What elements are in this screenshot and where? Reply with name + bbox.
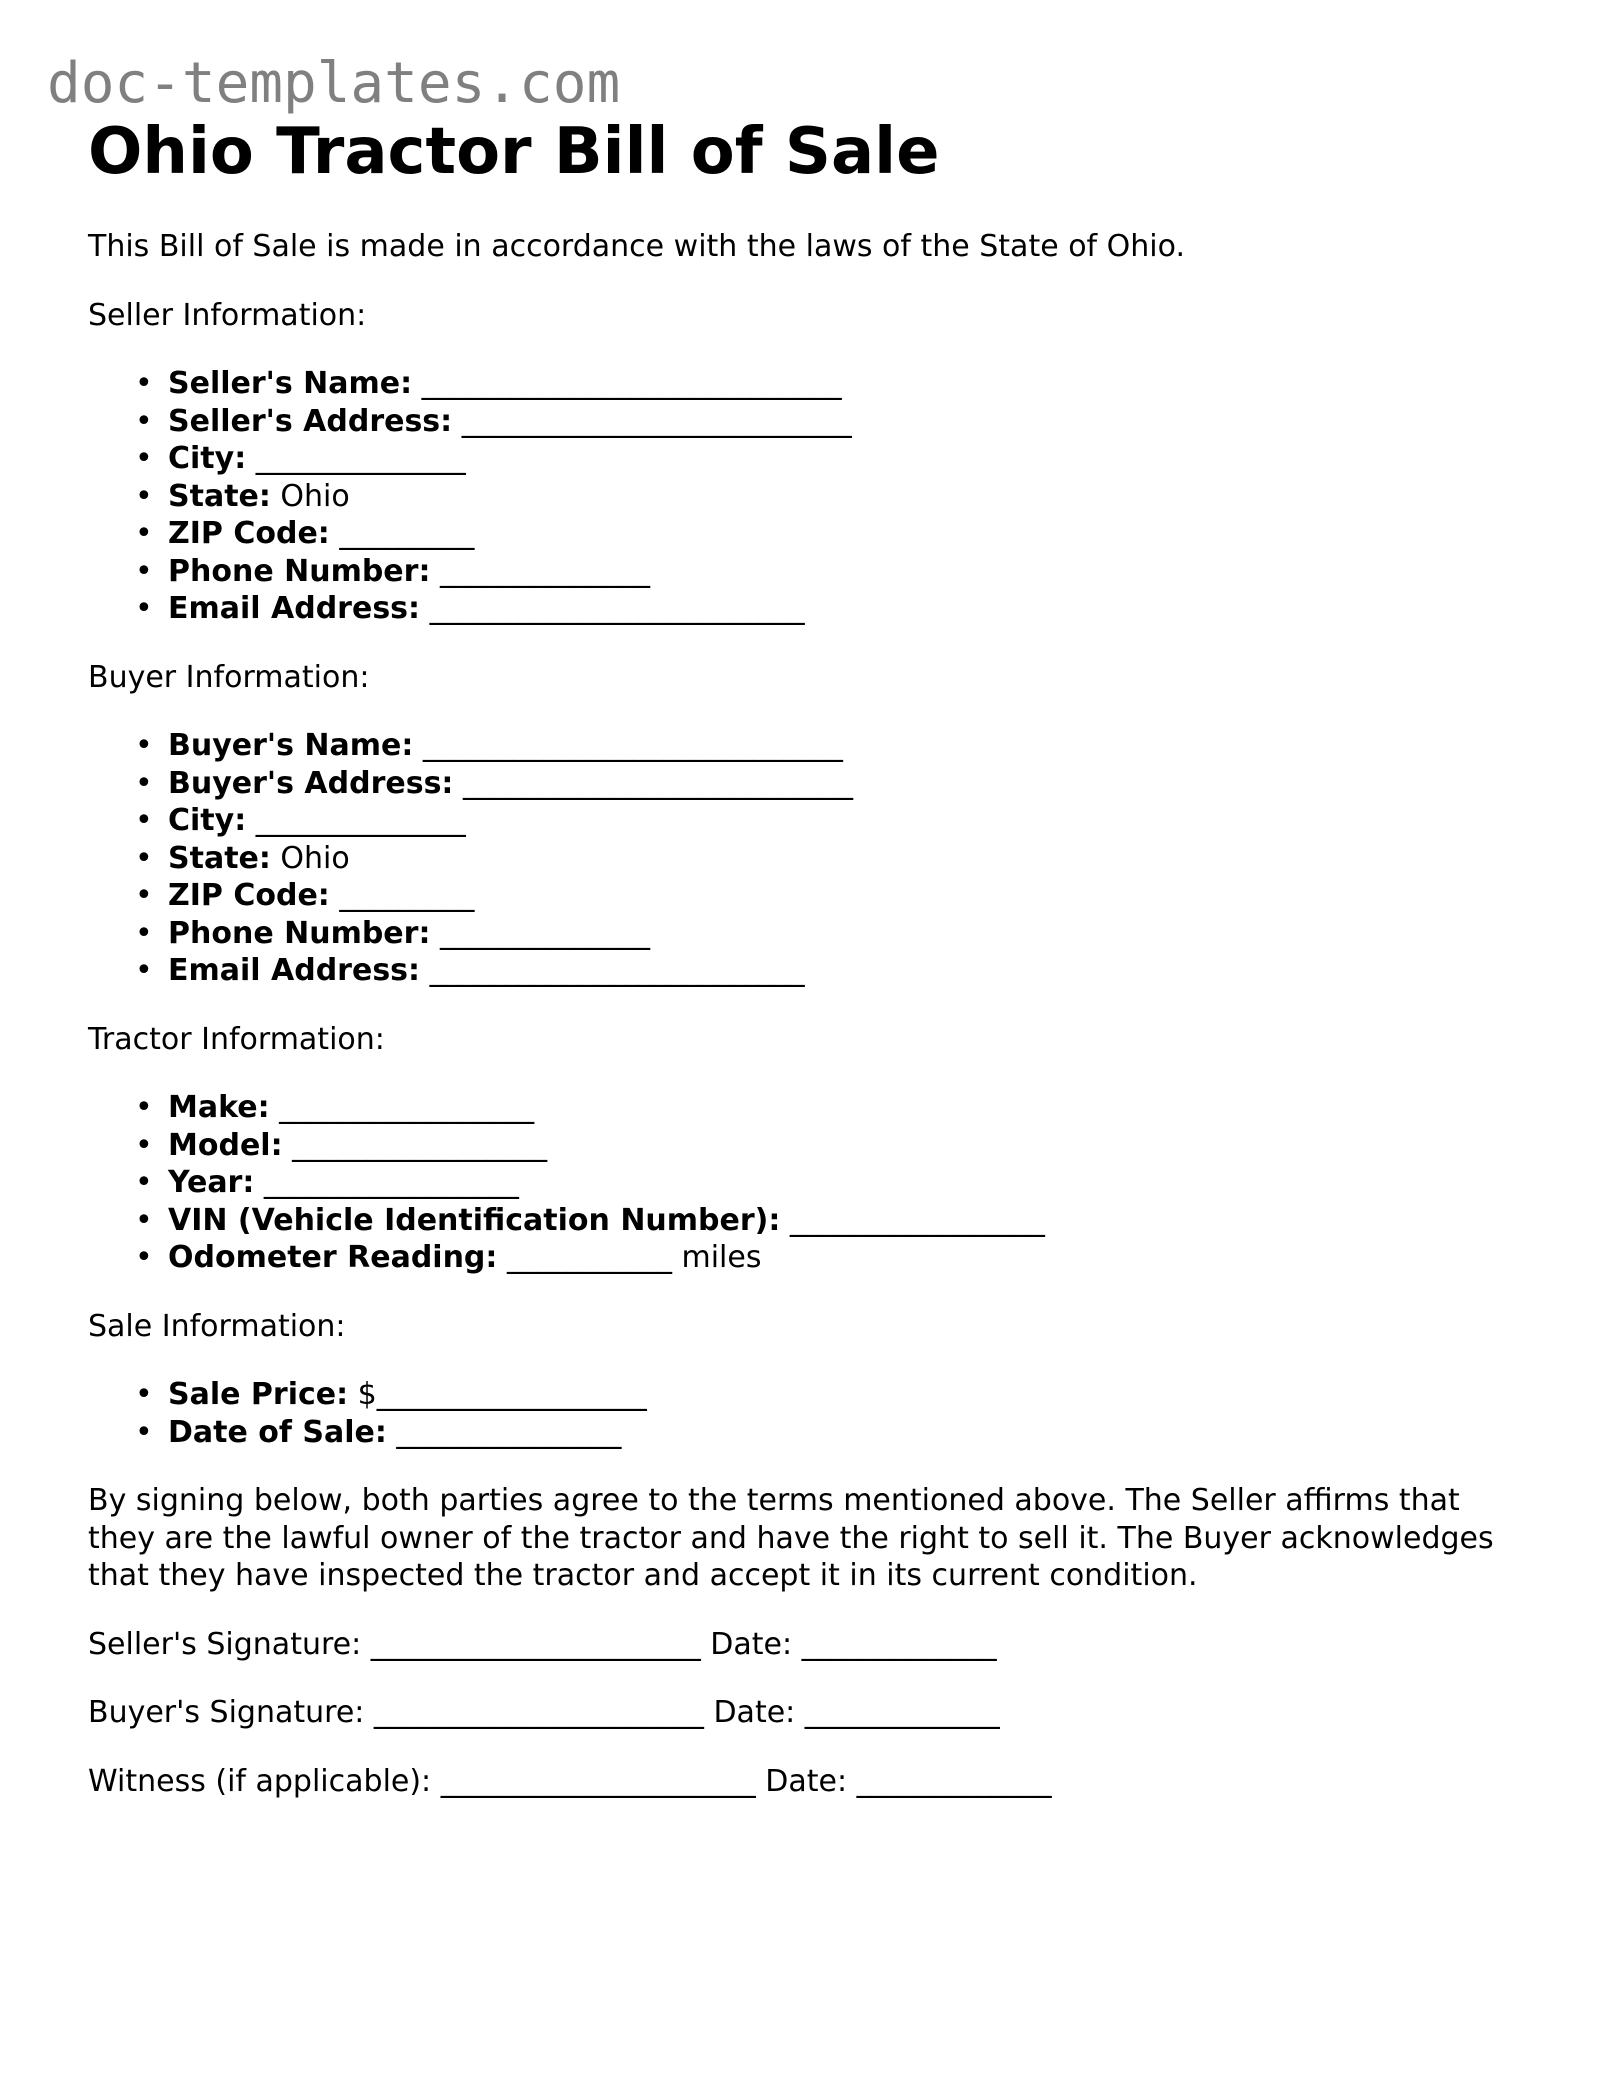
field-label: Phone Number: [168,553,431,589]
field-value[interactable]: ______________ [430,915,650,951]
tractor-field-list [88,1089,1528,1277]
field-value[interactable]: _________________ [254,1165,519,1200]
tractor-year-field[interactable] [168,1164,1528,1202]
buyer-zip-field[interactable] [168,877,1528,915]
tractor-section-heading: Tractor Information: [88,1021,385,1057]
buyer-address-field[interactable] [168,765,1528,803]
field-value[interactable]: _________________ [780,1202,1045,1238]
buyer-city-field[interactable] [168,802,1528,840]
field-label: City: [168,803,247,838]
tractor-odometer-field[interactable] [168,1239,1528,1277]
field-label: Odometer Reading: [168,1240,498,1275]
field-label: Seller's Address: [168,403,453,439]
field-label: Model: [168,1127,283,1163]
field-value[interactable]: $__________________ [348,1377,647,1412]
field-label: ZIP Code: [168,878,330,913]
field-value[interactable]: ____________________________ [412,366,842,401]
buyer-signature-line[interactable]: Buyer's Signature: ______________________ Date: _____________ [88,1695,1000,1730]
field-value: Ohio [270,840,350,876]
buyer-name-field[interactable] [168,727,1528,765]
field-value[interactable]: __________________________ [452,403,852,439]
field-value[interactable]: __________________________ [453,765,853,801]
field-label: VIN (Vehicle Identification Number): [168,1202,781,1238]
seller-city-field[interactable] [168,440,1528,478]
tractor-model-field[interactable] [168,1127,1528,1165]
field-label: State: [168,840,271,876]
field-value[interactable]: _________________ [282,1127,548,1163]
field-value[interactable]: ___________ miles [497,1240,762,1275]
sale-section-heading: Sale Information: [88,1308,346,1344]
field-value[interactable]: ____________________________ [413,728,843,763]
field-label: Sale Price: [168,1377,349,1412]
seller-section-heading: Seller Information: [88,297,367,333]
field-label: Phone Number: [168,915,431,951]
intro-paragraph: This Bill of Sale is made in accordance with the laws of the State of Ohio. [88,229,1185,264]
sale-field-list [88,1376,1528,1451]
page-title: Ohio Tractor Bill of Sale [88,115,940,189]
field-value: Ohio [270,478,350,514]
seller-field-list [88,365,1528,628]
field-value[interactable]: _________ [329,516,475,551]
field-label: ZIP Code: [168,516,330,551]
field-value[interactable]: _________________________ [420,591,805,626]
tractor-vin-field[interactable] [168,1202,1528,1240]
buyer-section-heading: Buyer Information: [88,659,370,695]
field-label: State: [168,478,271,514]
field-label: Make: [168,1090,270,1125]
buyer-state-field [168,840,1528,878]
field-label: Year: [168,1165,255,1200]
field-value[interactable]: _________ [329,878,475,913]
field-label: Seller's Name: [168,366,413,401]
seller-signature-line[interactable]: Seller's Signature: ______________________ Date: _____________ [88,1626,997,1662]
seller-phone-field[interactable] [168,553,1528,591]
document-body [88,228,1528,1831]
field-value[interactable]: ______________ [430,553,650,589]
witness-signature-line[interactable]: Witness (if applicable): _____________________ Date: _____________ [88,1763,1052,1799]
seller-zip-field[interactable] [168,515,1528,553]
sale-date-field[interactable] [168,1414,1528,1452]
field-value[interactable]: ______________ [246,441,466,476]
buyer-email-field[interactable] [168,952,1528,990]
field-label: City: [168,441,247,476]
seller-address-field[interactable] [168,403,1528,441]
field-label: Buyer's Name: [168,728,414,763]
field-label: Email Address: [168,953,421,988]
field-label: Email Address: [168,591,421,626]
field-label: Buyer's Address: [168,765,454,801]
agreement-paragraph: By signing below, both parties agree to the terms mentioned above. The Seller affirms that they are the lawful owner of the tractor and have the right to sell it. The Buyer acknowledges that they have inspected the tractor and accept it in its current condition. [88,1483,1494,1593]
field-value[interactable]: _______________ [386,1414,622,1450]
tractor-make-field[interactable] [168,1089,1528,1127]
field-value[interactable]: _________________________ [420,953,805,988]
seller-name-field[interactable] [168,365,1528,403]
buyer-phone-field[interactable] [168,915,1528,953]
buyer-field-list [88,727,1528,990]
field-value[interactable]: _________________ [269,1090,535,1125]
field-label: Date of Sale: [168,1414,387,1450]
field-value[interactable]: ______________ [246,803,466,838]
seller-state-field [168,478,1528,516]
seller-email-field[interactable] [168,590,1528,628]
watermark-text: doc-templates.com [47,51,621,116]
sale-price-field[interactable] [168,1376,1528,1414]
